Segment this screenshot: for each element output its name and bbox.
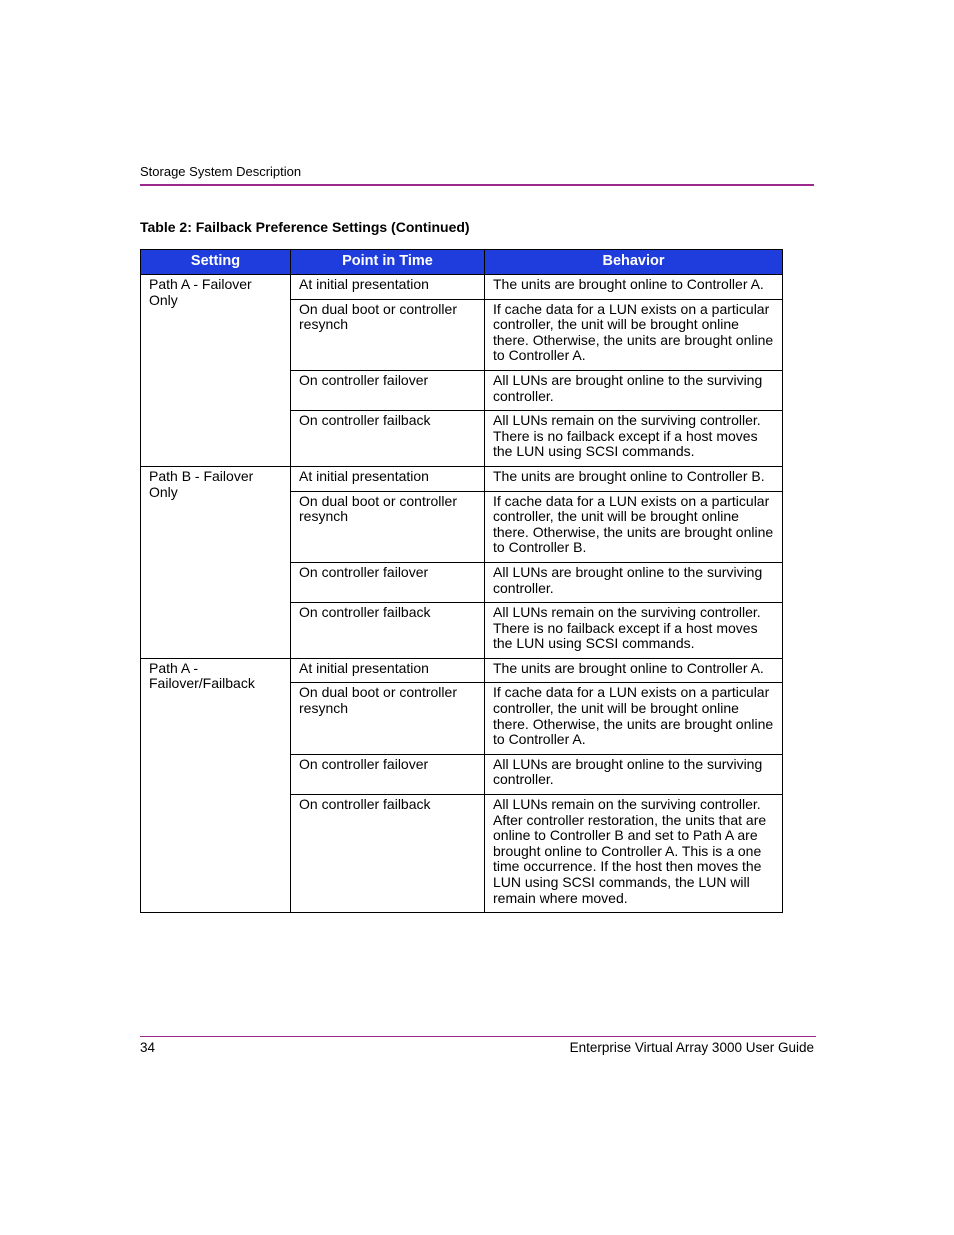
behavior-cell: The units are brought online to Controller B. <box>485 466 783 491</box>
running-header: Storage System Description <box>140 164 302 179</box>
point-cell: At initial presentation <box>291 466 485 491</box>
point-cell: On controller failover <box>291 754 485 794</box>
setting-cell: Path A - Failover Only <box>141 275 291 467</box>
table-header-row <box>141 250 783 275</box>
page-number: 34 <box>140 1040 156 1055</box>
behavior-cell: If cache data for a LUN exists on a particular controller, the unit will be brought online there. Otherwise, the units are brought online to Controller A. <box>485 683 783 754</box>
guide-title: Enterprise Virtual Array 3000 User Guide <box>569 1040 814 1055</box>
table-row <box>141 275 783 300</box>
failback-preference-table <box>140 249 783 913</box>
header-rule <box>140 184 814 186</box>
behavior-cell: All LUNs remain on the surviving controller. After controller restoration, the units that are online to Controller B and set to Path A are brought online to Controller A. This is a one time occurrence. If the host then moves the LUN using SCSI commands, the LUN will remain where moved. <box>485 795 783 913</box>
table-row <box>141 466 783 491</box>
behavior-cell: If cache data for a LUN exists on a particular controller, the unit will be brought online there. Otherwise, the units are brought online to Controller A. <box>485 299 783 370</box>
point-cell: On controller failback <box>291 603 485 659</box>
point-cell: At initial presentation <box>291 658 485 683</box>
point-cell: On controller failback <box>291 411 485 467</box>
behavior-cell: If cache data for a LUN exists on a particular controller, the unit will be brought online there. Otherwise, the units are brought online to Controller B. <box>485 491 783 562</box>
behavior-cell: All LUNs are brought online to the surviving controller. <box>485 562 783 602</box>
behavior-cell: The units are brought online to Controller A. <box>485 658 783 683</box>
setting-cell: Path B - Failover Only <box>141 466 291 658</box>
behavior-cell: All LUNs are brought online to the surviving controller. <box>485 370 783 410</box>
point-cell: At initial presentation <box>291 275 485 300</box>
behavior-cell: The units are brought online to Controller A. <box>485 275 783 300</box>
column-header-behavior: Behavior <box>485 250 783 275</box>
point-cell: On controller failback <box>291 795 485 913</box>
table-row <box>141 658 783 683</box>
setting-cell: Path A - Failover/Failback <box>141 658 291 912</box>
column-header-setting: Setting <box>141 250 291 275</box>
table-caption: Table 2: Failback Preference Settings (Continued) <box>140 219 470 235</box>
behavior-cell: All LUNs remain on the surviving controller. There is no failback except if a host moves the LUN using SCSI commands. <box>485 411 783 467</box>
point-cell: On controller failover <box>291 562 485 602</box>
point-cell: On dual boot or controller resynch <box>291 683 485 754</box>
behavior-cell: All LUNs are brought online to the surviving controller. <box>485 754 783 794</box>
footer-rule <box>140 1036 816 1037</box>
point-cell: On dual boot or controller resynch <box>291 491 485 562</box>
point-cell: On controller failover <box>291 370 485 410</box>
point-cell: On dual boot or controller resynch <box>291 299 485 370</box>
behavior-cell: All LUNs remain on the surviving controller. There is no failback except if a host moves the LUN using SCSI commands. <box>485 603 783 659</box>
column-header-point-in-time: Point in Time <box>291 250 485 275</box>
